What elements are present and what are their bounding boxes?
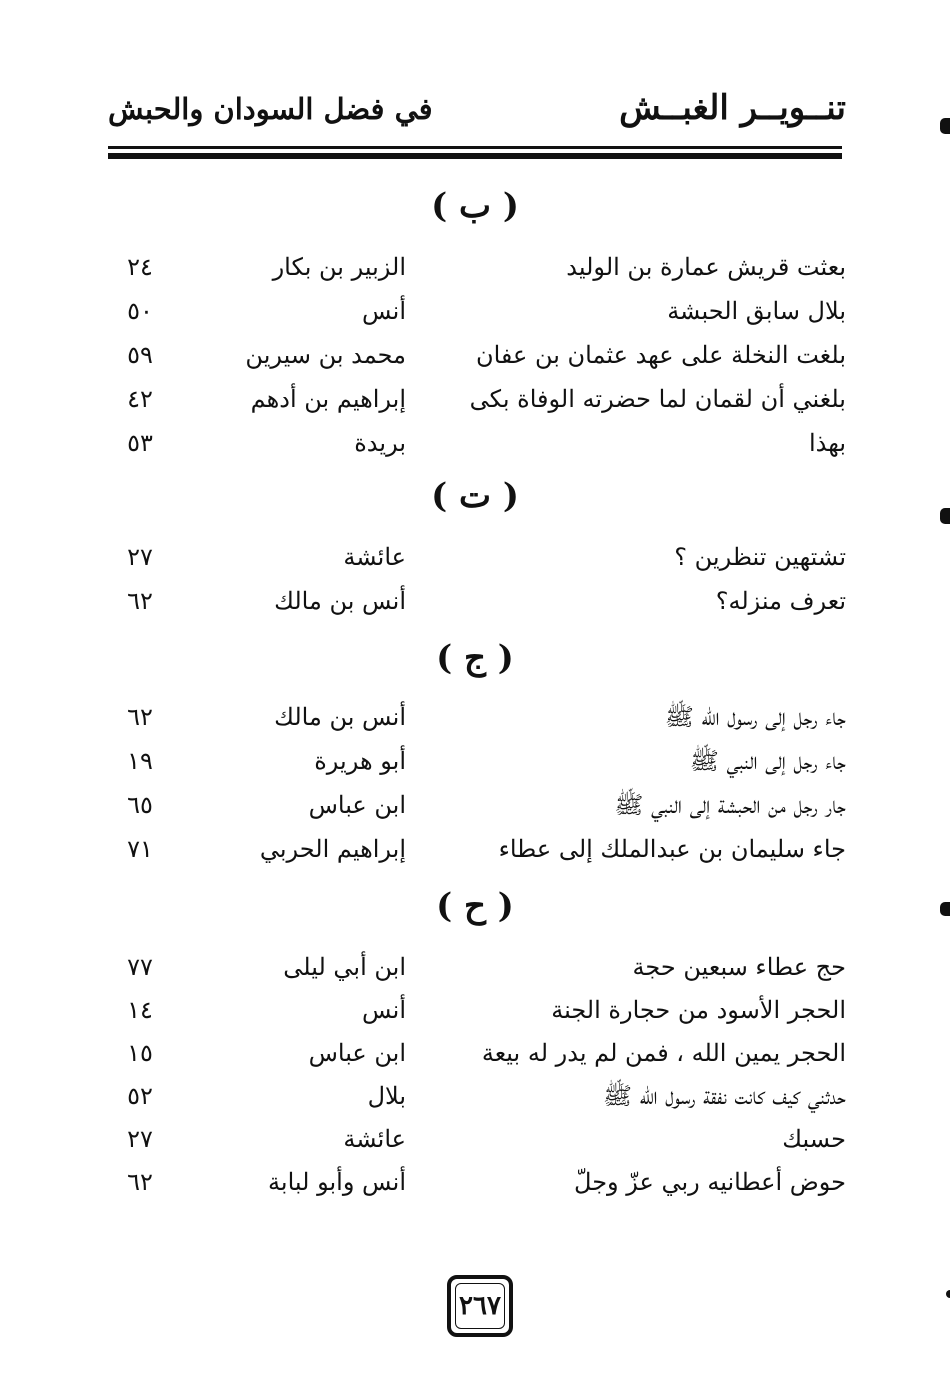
narrator: أبو هريرة — [314, 747, 406, 775]
hadith-text: جاء رجل إلى رسول الله ﷺ — [664, 703, 846, 731]
hadith-text: حدثني كيف كانت نفقة رسول الله ﷺ — [603, 1082, 846, 1110]
index-row — [108, 426, 846, 466]
narrator: إبراهيم بن أدهم — [250, 385, 406, 413]
index-row — [108, 1036, 846, 1076]
running-header — [108, 88, 846, 132]
header-rule-thin — [108, 146, 842, 149]
hadith-text: جاء رجل إلى النبي ﷺ — [689, 747, 846, 775]
page-ref: ٧٧ — [127, 953, 153, 981]
page-edge-mark — [940, 508, 950, 524]
section-heading: ( ح ) — [436, 886, 514, 926]
section-heading: ( ت ) — [431, 476, 519, 516]
narrator: أنس وأبو لبابة — [268, 1168, 406, 1196]
hadith-text: تشتهين تنظرين ؟ — [674, 543, 846, 571]
hadith-text: الحجر يمين الله ، فمن لم يدر له بيعة — [481, 1039, 846, 1067]
index-row — [108, 1165, 846, 1205]
page-ref: ٢٤ — [127, 253, 153, 281]
index-row — [108, 1122, 846, 1162]
narrator: عائشة — [343, 1125, 406, 1153]
narrator: بريدة — [354, 429, 406, 457]
page-edge-mark — [940, 118, 950, 134]
narrator: ابن عباس — [308, 1039, 406, 1067]
narrator: بلال — [367, 1082, 406, 1110]
narrator: أنس — [362, 996, 406, 1024]
index-row — [108, 250, 846, 290]
page-ref: ٤٢ — [127, 385, 153, 413]
hadith-text: الحجر الأسود من حجارة الجنة — [551, 996, 846, 1024]
page-ref: ٥٠ — [127, 297, 153, 325]
hadith-text: تعرف منزله؟ — [715, 587, 846, 615]
index-row — [108, 993, 846, 1033]
page-edge-mark — [946, 1290, 950, 1298]
index-row — [108, 338, 846, 378]
page-ref: ٢٧ — [127, 543, 153, 571]
hadith-text: بلغت النخلة على عهد عثمان بن عفان — [475, 341, 846, 369]
index-row — [108, 700, 846, 740]
index-row — [108, 744, 846, 784]
index-row — [108, 950, 846, 990]
narrator: أنس بن مالك — [274, 587, 406, 615]
narrator: أنس — [362, 297, 406, 325]
section-heading: ( ج ) — [436, 638, 514, 678]
hadith-text: جاء سليمان بن عبدالملك إلى عطاء — [498, 835, 846, 863]
header-rule-thick — [108, 153, 842, 159]
section-heading: ( ب ) — [431, 186, 519, 226]
hadith-text: بعثت قريش عمارة بن الوليد — [566, 253, 846, 281]
page-ref: ٢٧ — [127, 1125, 153, 1153]
book-subtitle: في فضل السودان والحبش — [108, 92, 433, 126]
page-ref: ٦٢ — [127, 703, 153, 731]
narrator: محمد بن سيرين — [245, 341, 406, 369]
narrator: إبراهيم الحربي — [259, 835, 406, 863]
hadith-text: جار رجل من الحبشة إلى النبي ﷺ — [614, 791, 846, 819]
hadith-text: حوض أعطانيه ربي عزّ وجلّ — [574, 1168, 846, 1196]
page-number: ٢٦٧ — [459, 1291, 501, 1321]
index-row — [108, 1079, 846, 1119]
narrator: عائشة — [343, 543, 406, 571]
index-row — [108, 788, 846, 828]
narrator: ابن عباس — [308, 791, 406, 819]
page-ref: ١٩ — [127, 747, 153, 775]
page-ref: ١٤ — [127, 996, 153, 1024]
hadith-text: بهذا — [808, 429, 846, 457]
hadith-text: حج عطاء سبعين حجة — [632, 953, 846, 981]
page-ref: ٧١ — [127, 835, 153, 863]
index-row — [108, 382, 846, 422]
page-ref: ٦٢ — [127, 587, 153, 615]
page-edge-mark — [940, 902, 950, 916]
page-ref: ٦٥ — [127, 791, 153, 819]
narrator: الزبير بن بكار — [272, 253, 406, 281]
index-row — [108, 832, 846, 872]
index-row — [108, 540, 846, 580]
index-row — [108, 294, 846, 334]
page-ref: ٥٩ — [127, 341, 153, 369]
book-title: تنــويــر الغبــش — [619, 88, 846, 128]
page-ref: ٦٢ — [127, 1168, 153, 1196]
hadith-text: بلغني أن لقمان لما حضرته الوفاة بكى — [469, 385, 846, 413]
page-number-box — [447, 1275, 513, 1337]
page-ref: ٥٢ — [127, 1082, 153, 1110]
hadith-text: بلال سابق الحبشة — [667, 297, 846, 325]
page-ref: ١٥ — [127, 1039, 153, 1067]
hadith-text: حسبك — [782, 1125, 846, 1153]
page-ref: ٥٣ — [127, 429, 153, 457]
narrator: ابن أبي ليلى — [283, 953, 406, 981]
narrator: أنس بن مالك — [274, 703, 406, 731]
index-row — [108, 584, 846, 624]
